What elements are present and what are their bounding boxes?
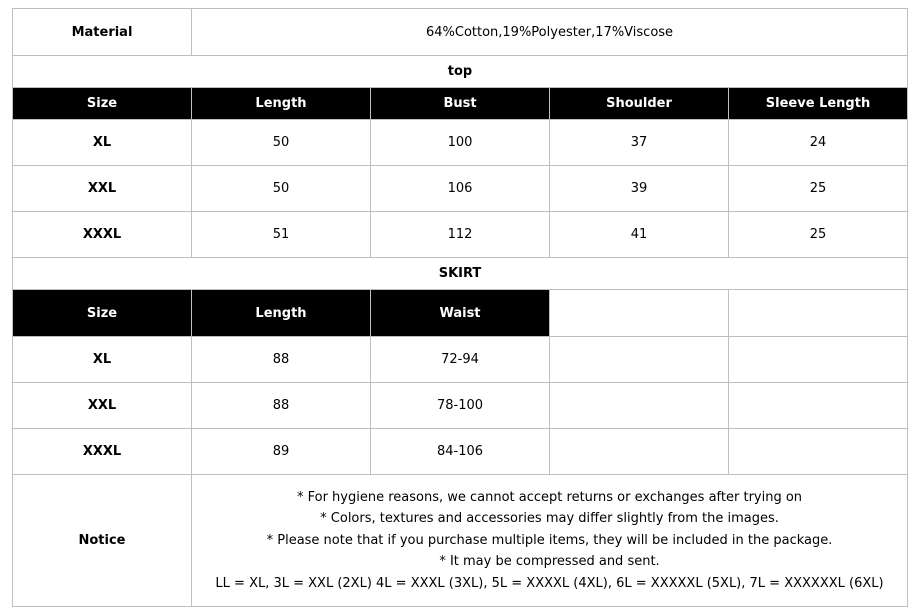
top-header-length: Length: [192, 88, 371, 120]
shoulder-cell: 37: [550, 120, 729, 166]
top-section-row: [13, 56, 908, 88]
notice-line: * Please note that if you purchase multiple items, they will be included in the package.: [266, 532, 833, 548]
skirt-header-waist: Waist: [371, 290, 550, 337]
skirt-header-row: [13, 290, 908, 337]
skirt-section-row: [13, 258, 908, 290]
material-row: [13, 9, 908, 56]
length-cell: 89: [192, 429, 371, 475]
length-cell: 50: [192, 166, 371, 212]
top-header-shoulder: Shoulder: [550, 88, 729, 120]
length-cell: 50: [192, 120, 371, 166]
table-row: [13, 212, 908, 258]
size-cell: XXL: [13, 166, 192, 212]
skirt-header-size: Size: [13, 290, 192, 337]
empty-cell: [550, 290, 729, 337]
size-cell: XXXL: [13, 212, 192, 258]
table-row: [13, 337, 908, 383]
empty-cell: [729, 337, 908, 383]
length-cell: 88: [192, 337, 371, 383]
sleeve-length-cell: 24: [729, 120, 908, 166]
material-value: 64%Cotton,19%Polyester,17%Viscose: [192, 9, 908, 56]
notice-row: [13, 475, 908, 607]
size-cell: XL: [13, 120, 192, 166]
empty-cell: [550, 383, 729, 429]
top-header-sleeve-length: Sleeve Length: [729, 88, 908, 120]
size-cell: XXL: [13, 383, 192, 429]
skirt-section-title: SKIRT: [13, 258, 908, 290]
notice-line: * Colors, textures and accessories may differ slightly from the images.: [320, 511, 779, 527]
bust-cell: 100: [371, 120, 550, 166]
empty-cell: [550, 429, 729, 475]
skirt-header-length: Length: [192, 290, 371, 337]
bust-cell: 112: [371, 212, 550, 258]
waist-cell: 78-100: [371, 383, 550, 429]
top-header-size: Size: [13, 88, 192, 120]
notice-line: * For hygiene reasons, we cannot accept returns or exchanges after trying on: [296, 489, 803, 505]
table-row: [13, 383, 908, 429]
notice-line: * It may be compressed and sent.: [439, 554, 660, 570]
size-cell: XXXL: [13, 429, 192, 475]
size-cell: XL: [13, 337, 192, 383]
length-cell: 51: [192, 212, 371, 258]
waist-cell: 84-106: [371, 429, 550, 475]
empty-cell: [729, 290, 908, 337]
shoulder-cell: 39: [550, 166, 729, 212]
size-chart-table: [12, 8, 908, 607]
sleeve-length-cell: 25: [729, 212, 908, 258]
empty-cell: [729, 429, 908, 475]
shoulder-cell: 41: [550, 212, 729, 258]
notice-text: [192, 475, 908, 607]
empty-cell: [729, 383, 908, 429]
empty-cell: [550, 337, 729, 383]
top-header-bust: Bust: [371, 88, 550, 120]
top-header-row: [13, 88, 908, 120]
waist-cell: 72-94: [371, 337, 550, 383]
table-row: [13, 166, 908, 212]
top-section-title: top: [13, 56, 908, 88]
length-cell: 88: [192, 383, 371, 429]
notice-label: Notice: [13, 475, 192, 607]
bust-cell: 106: [371, 166, 550, 212]
table-row: [13, 429, 908, 475]
notice-line: LL = XL, 3L = XXL (2XL) 4L = XXXL (3XL), 5L = XXXXL (4XL), 6L = XXXXXL (5XL), 7L = XXXXXXL (6XL): [215, 575, 884, 591]
sleeve-length-cell: 25: [729, 166, 908, 212]
table-row: [13, 120, 908, 166]
material-label: Material: [13, 9, 192, 56]
